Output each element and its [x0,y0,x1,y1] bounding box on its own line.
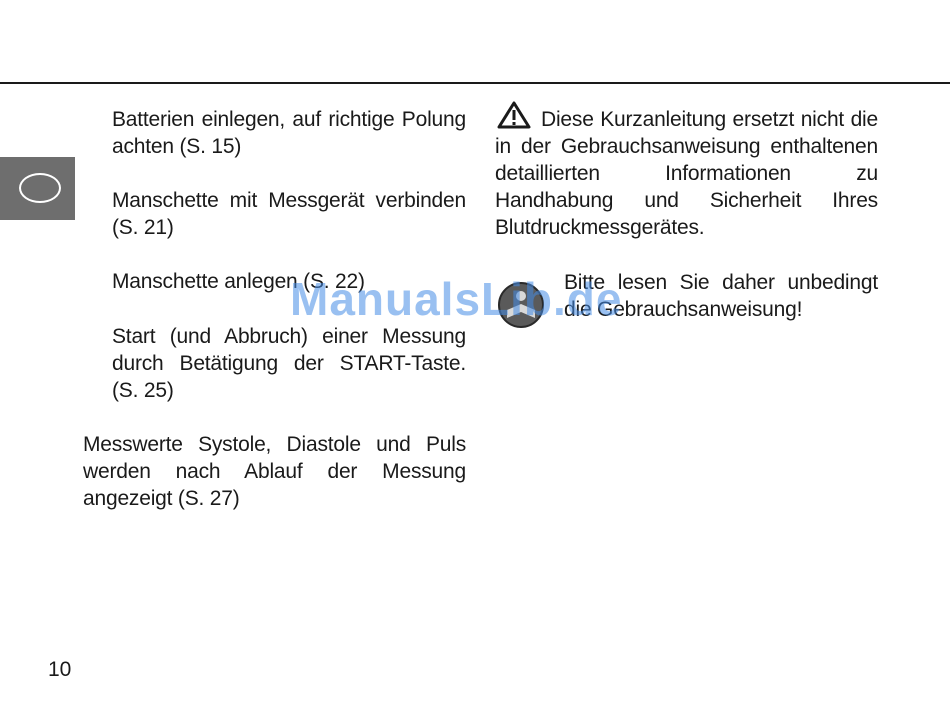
country-oval-icon [19,173,61,203]
read-manual-note: Bitte lesen Sie daher unbedingt die Gebrauchsanweisung! [564,271,878,321]
top-rule [0,82,950,84]
result-display-note: Messwerte Systole, Diastole und Puls werden nach Ablauf der Messung angezeigt (S. 27) [83,433,466,510]
step-connect-cuff: Manschette mit Messgerät verbinden (S. 21) [112,189,466,239]
step-start-measurement: Start (und Abbruch) einer Messung durch Betätigung der START-Taste. (S. 25) [112,325,466,402]
language-tab [0,157,75,220]
page-number: 10 [48,658,72,681]
step-batteries: Batterien einlegen, auf richtige Polung achten (S. 15) [112,108,466,158]
watermark: ManualsLib.de [290,273,623,325]
step-apply-cuff: Manschette anlegen (S. 22) [112,270,365,293]
notice-text: Diese Kurzanleitung ersetzt nicht die in der Gebrauchsanweisung enthaltenen detaillierten Informationen zu Handhabung und Sicherheit Ihres Blutdruckmessgerätes. [495,108,878,239]
